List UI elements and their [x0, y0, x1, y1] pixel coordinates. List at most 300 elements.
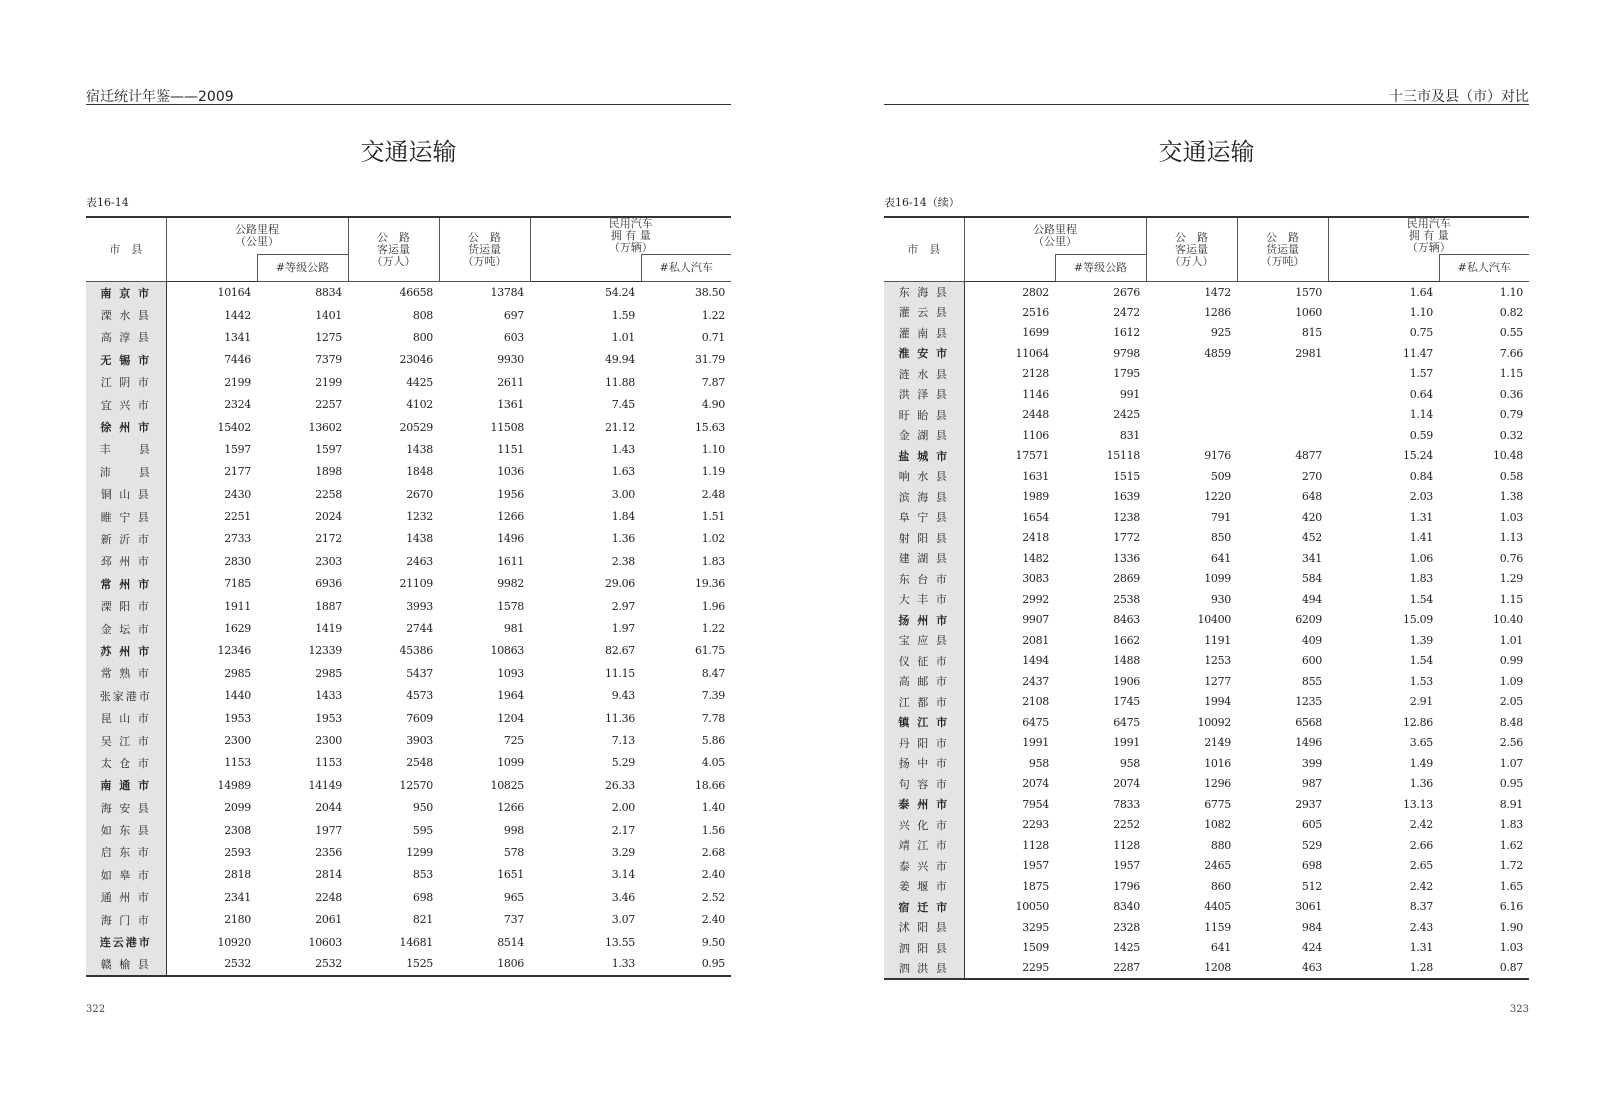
cell-graded-road: 6475: [1113, 715, 1140, 729]
cell-freight: 600: [1301, 654, 1322, 668]
transport-table-left: [86, 216, 731, 977]
col-header-vehicles: 民用汽车 拥 有 量 （万辆）: [1328, 217, 1529, 255]
cell-graded-road: 1419: [315, 622, 342, 636]
cell-region-name: 溧 阳 市: [86, 595, 166, 617]
cell-region-name: 宜 兴 市: [86, 393, 166, 415]
cell-road-mileage: 1482: [1022, 551, 1049, 565]
cell-passengers: 1253: [1204, 654, 1231, 668]
cell-freight: 1361: [497, 398, 524, 412]
cell-road-mileage: 14989: [217, 778, 251, 792]
cell-road-mileage: 2830: [224, 554, 251, 568]
cell-vehicles: 11.47: [1403, 346, 1433, 360]
cell-road-mileage: 11064: [1015, 346, 1049, 360]
cell-passengers: 1277: [1204, 674, 1231, 688]
cell-private-cars: 1.22: [701, 622, 725, 636]
cell-road-mileage: 1494: [1022, 654, 1049, 668]
cell-region-name: 如 东 县: [86, 819, 166, 841]
cell-graded-road: 2258: [315, 487, 342, 501]
cell-freight: 463: [1301, 961, 1322, 975]
header-rule: [884, 104, 1529, 105]
cell-vehicles: 2.00: [611, 801, 635, 815]
cell-region-name: 丹 阳 市: [884, 733, 964, 754]
table-row: [86, 326, 731, 348]
cell-road-mileage: 6475: [1022, 715, 1049, 729]
cell-private-cars: 1.22: [701, 308, 725, 322]
cell-region-name: 阜 宁 县: [884, 507, 964, 528]
cell-private-cars: 1.72: [1499, 859, 1523, 873]
table-row: [86, 349, 731, 371]
cell-private-cars: 1.40: [701, 801, 725, 815]
cell-region-name: 灌 南 县: [884, 323, 964, 344]
cell-passengers: 1525: [406, 957, 433, 971]
cell-road-mileage: 2251: [224, 510, 251, 524]
table-row: [884, 343, 1529, 364]
cell-freight: 984: [1301, 920, 1322, 934]
cell-vehicles: 1.39: [1409, 633, 1433, 647]
cell-region-name: 仪 征 市: [884, 651, 964, 672]
cell-private-cars: 1.10: [1499, 285, 1523, 299]
cell-freight: 578: [503, 845, 524, 859]
cell-graded-road: 1597: [315, 442, 342, 456]
col-header-graded: #等级公路: [1055, 255, 1146, 282]
cell-road-mileage: 2108: [1022, 695, 1049, 709]
cell-region-name: 镇 江 市: [884, 712, 964, 733]
cell-graded-road: 2328: [1113, 920, 1140, 934]
cell-region-name: 建 湖 县: [884, 548, 964, 569]
cell-vehicles: 1.84: [611, 510, 635, 524]
cell-passengers: 10092: [1197, 715, 1231, 729]
table-row: [884, 651, 1529, 672]
table-caption: 表16-14: [86, 196, 129, 209]
cell-private-cars: 8.48: [1499, 715, 1523, 729]
cell-private-cars: 0.71: [701, 330, 725, 344]
cell-graded-road: 1275: [315, 330, 342, 344]
cell-private-cars: 19.36: [695, 577, 725, 591]
cell-passengers: 2465: [1204, 859, 1231, 873]
table-row: [86, 685, 731, 707]
cell-freight: 697: [503, 308, 524, 322]
left-page: [86, 0, 731, 1099]
cell-private-cars: 1.03: [1499, 941, 1523, 955]
table-row: [86, 438, 731, 460]
table-row: [86, 483, 731, 505]
cell-graded-road: 1887: [315, 599, 342, 613]
cell-passengers: [1146, 405, 1237, 426]
cell-vehicles: 1.31: [1409, 941, 1433, 955]
cell-freight: 1151: [497, 442, 524, 456]
cell-road-mileage: 1629: [224, 622, 251, 636]
cell-region-name: 涟 水 县: [884, 364, 964, 385]
cell-region-name: 江 都 市: [884, 692, 964, 713]
cell-freight: 8514: [497, 935, 524, 949]
cell-vehicles: 1.36: [611, 532, 635, 546]
table-row: [86, 416, 731, 438]
cell-graded-road: 15118: [1106, 449, 1140, 463]
cell-passengers: 925: [1210, 326, 1231, 340]
cell-passengers: 1296: [1204, 777, 1231, 791]
cell-private-cars: 0.87: [1499, 961, 1523, 975]
table-row: [884, 446, 1529, 467]
cell-vehicles: 49.94: [605, 353, 635, 367]
cell-private-cars: 2.40: [701, 913, 725, 927]
cell-graded-road: 2287: [1113, 961, 1140, 975]
cell-passengers: 791: [1210, 510, 1231, 524]
cell-road-mileage: 1953: [224, 711, 251, 725]
cell-private-cars: 7.87: [701, 375, 725, 389]
cell-freight: 987: [1301, 777, 1322, 791]
cell-freight: 1036: [497, 465, 524, 479]
cell-private-cars: 31.79: [695, 353, 725, 367]
section-title: 交通运输: [360, 138, 457, 166]
cell-passengers: 2548: [406, 756, 433, 770]
cell-road-mileage: 7446: [224, 353, 251, 367]
cell-road-mileage: 9907: [1022, 613, 1049, 627]
cell-region-name: 如 皋 市: [86, 864, 166, 886]
col-header-vehicles: 民用汽车 拥 有 量 （万辆）: [530, 217, 731, 255]
cell-freight: 648: [1301, 490, 1322, 504]
cell-passengers: 20529: [399, 420, 433, 434]
cell-passengers: 9176: [1204, 449, 1231, 463]
cell-freight: 1204: [497, 711, 524, 725]
cell-freight: 1266: [497, 801, 524, 815]
cell-region-name: 江 阴 市: [86, 371, 166, 393]
cell-freight: 341: [1301, 551, 1322, 565]
cell-region-name: 金 湖 县: [884, 425, 964, 446]
table-caption: 表16-14（续）: [884, 196, 960, 209]
cell-private-cars: 1.13: [1499, 531, 1523, 545]
cell-freight: [1237, 405, 1328, 426]
cell-road-mileage: 958: [1028, 756, 1049, 770]
cell-graded-road: 2172: [315, 532, 342, 546]
cell-region-name: 泰 兴 市: [884, 856, 964, 877]
table-row: [86, 282, 731, 304]
cell-graded-road: 1639: [1113, 490, 1140, 504]
cell-private-cars: 18.66: [695, 778, 725, 792]
cell-freight: 409: [1301, 633, 1322, 647]
cell-private-cars: 7.39: [701, 689, 725, 703]
table-row: [86, 505, 731, 527]
table-row: [884, 794, 1529, 815]
cell-vehicles: 0.84: [1409, 469, 1433, 483]
cell-private-cars: 1.15: [1499, 592, 1523, 606]
cell-road-mileage: 2418: [1022, 531, 1049, 545]
cell-vehicles: 2.17: [611, 823, 635, 837]
table-row: [884, 548, 1529, 569]
table-row: [86, 729, 731, 751]
table-row: [86, 528, 731, 550]
cell-graded-road: 1991: [1113, 736, 1140, 750]
cell-private-cars: 4.05: [701, 756, 725, 770]
cell-freight: 1235: [1295, 695, 1322, 709]
cell-road-mileage: 1654: [1022, 510, 1049, 524]
col-header-mileage: 公路里程 （公里）: [166, 217, 348, 255]
table-row: [86, 931, 731, 953]
cell-freight: 1964: [497, 689, 524, 703]
cell-road-mileage: 15402: [217, 420, 251, 434]
cell-passengers: 7609: [406, 711, 433, 725]
cell-graded-road: 13602: [308, 420, 342, 434]
cell-private-cars: 1.01: [1499, 633, 1523, 647]
cell-freight: 452: [1301, 531, 1322, 545]
cell-region-name: 铜 山 县: [86, 483, 166, 505]
cell-private-cars: 15.63: [695, 420, 725, 434]
cell-vehicles: 13.55: [605, 935, 635, 949]
cell-region-name: 扬 州 市: [884, 610, 964, 631]
table-row: [884, 897, 1529, 918]
cell-vehicles: 26.33: [605, 778, 635, 792]
cell-passengers: 45386: [399, 644, 433, 658]
cell-vehicles: 3.29: [611, 845, 635, 859]
cell-private-cars: 7.66: [1499, 346, 1523, 360]
cell-freight: 1496: [497, 532, 524, 546]
cell-region-name: 灌 云 县: [884, 302, 964, 323]
cell-region-name: 南 京 市: [86, 282, 166, 304]
cell-vehicles: 2.97: [611, 599, 635, 613]
cell-freight: [1237, 384, 1328, 405]
cell-road-mileage: 2180: [224, 913, 251, 927]
cell-passengers: 853: [412, 868, 433, 882]
cell-graded-road: 6936: [315, 577, 342, 591]
cell-graded-road: 991: [1119, 387, 1140, 401]
cell-private-cars: 1.56: [701, 823, 725, 837]
cell-region-name: 苏 州 市: [86, 640, 166, 662]
cell-private-cars: 1.02: [701, 532, 725, 546]
cell-private-cars: 6.16: [1499, 900, 1523, 914]
cell-private-cars: 1.83: [1499, 818, 1523, 832]
cell-road-mileage: 17571: [1015, 449, 1049, 463]
cell-passengers: 698: [412, 890, 433, 904]
cell-freight: 2937: [1295, 797, 1322, 811]
cell-vehicles: 15.24: [1403, 449, 1433, 463]
table-row: [884, 282, 1529, 303]
cell-freight: 4877: [1295, 449, 1322, 463]
cell-vehicles: 1.57: [1409, 367, 1433, 381]
cell-graded-road: 958: [1119, 756, 1140, 770]
cell-road-mileage: 1341: [224, 330, 251, 344]
cell-private-cars: 1.03: [1499, 510, 1523, 524]
cell-private-cars: 0.36: [1499, 387, 1523, 401]
cell-region-name: 泗 洪 县: [884, 958, 964, 979]
cell-private-cars: 2.68: [701, 845, 725, 859]
cell-region-name: 淮 安 市: [884, 343, 964, 364]
cell-passengers: 4859: [1204, 346, 1231, 360]
cell-road-mileage: 1957: [1022, 859, 1049, 873]
cell-road-mileage: 2802: [1022, 285, 1049, 299]
col-header-passengers: 公 路 客运量 （万人）: [348, 217, 439, 282]
cell-private-cars: 2.40: [701, 868, 725, 882]
cell-graded-road: 1425: [1113, 941, 1140, 955]
cell-graded-road: 2061: [315, 913, 342, 927]
cell-freight: 270: [1301, 469, 1322, 483]
col-header-region: 市 县: [86, 217, 166, 282]
cell-private-cars: 0.95: [1499, 777, 1523, 791]
cell-region-name: 东 台 市: [884, 569, 964, 590]
cell-private-cars: 2.56: [1499, 736, 1523, 750]
cell-region-name: 靖 江 市: [884, 835, 964, 856]
col-header-private: #私人汽车: [641, 255, 731, 282]
cell-passengers: 1438: [406, 442, 433, 456]
table-row: [884, 323, 1529, 344]
cell-freight: 6209: [1295, 613, 1322, 627]
cell-vehicles: 3.14: [611, 868, 635, 882]
cell-graded-road: 2252: [1113, 818, 1140, 832]
cell-private-cars: 1.65: [1499, 879, 1523, 893]
table-row: [884, 876, 1529, 897]
cell-freight: 1806: [497, 957, 524, 971]
cell-freight: 13784: [490, 286, 524, 300]
cell-road-mileage: 2177: [224, 465, 251, 479]
cell-graded-road: 2425: [1113, 408, 1140, 422]
cell-road-mileage: 1153: [224, 756, 251, 770]
cell-passengers: 4573: [406, 689, 433, 703]
cell-vehicles: 2.42: [1409, 818, 1433, 832]
cell-private-cars: 9.50: [701, 935, 725, 949]
cell-private-cars: 0.79: [1499, 408, 1523, 422]
cell-graded-road: 1488: [1113, 654, 1140, 668]
cell-vehicles: 1.64: [1409, 285, 1433, 299]
cell-passengers: 14681: [399, 935, 433, 949]
cell-graded-road: 8340: [1113, 900, 1140, 914]
cell-freight: 855: [1301, 674, 1322, 688]
cell-passengers: 1099: [1204, 572, 1231, 586]
cell-road-mileage: 2341: [224, 890, 251, 904]
cell-region-name: 太 仓 市: [86, 752, 166, 774]
cell-vehicles: 1.54: [1409, 654, 1433, 668]
cell-vehicles: 2.43: [1409, 920, 1433, 934]
table-row: [86, 595, 731, 617]
cell-road-mileage: 1911: [224, 599, 251, 613]
cell-road-mileage: 2308: [224, 823, 251, 837]
cell-vehicles: 7.13: [611, 734, 635, 747]
cell-passengers: 1191: [1204, 633, 1231, 647]
table-row: [884, 610, 1529, 631]
cell-passengers: 4425: [406, 375, 433, 389]
cell-passengers: 12570: [399, 778, 433, 792]
table-row: [884, 507, 1529, 528]
cell-vehicles: 11.36: [605, 711, 635, 725]
cell-region-name: 东 海 县: [884, 282, 964, 303]
table-row: [86, 461, 731, 483]
cell-graded-road: 1957: [1113, 859, 1140, 873]
cell-road-mileage: 1631: [1022, 469, 1049, 483]
cell-freight: 1093: [497, 666, 524, 680]
cell-passengers: 821: [412, 913, 433, 927]
cell-vehicles: 0.64: [1409, 387, 1433, 401]
cell-freight: 420: [1301, 510, 1322, 524]
cell-private-cars: 1.10: [701, 442, 725, 456]
cell-vehicles: 1.53: [1409, 674, 1433, 688]
cell-graded-road: 2985: [315, 666, 342, 680]
cell-freight: 815: [1301, 326, 1322, 340]
cell-road-mileage: 12346: [217, 644, 251, 658]
cell-graded-road: 1898: [315, 465, 342, 479]
cell-road-mileage: 7954: [1022, 797, 1049, 811]
cell-graded-road: 2300: [315, 734, 342, 747]
cell-vehicles: 3.00: [611, 487, 635, 501]
cell-region-name: 吴 江 市: [86, 729, 166, 751]
cell-freight: [1237, 425, 1328, 446]
right-page: [884, 0, 1529, 1099]
cell-passengers: 3903: [406, 734, 433, 747]
cell-freight: 981: [503, 622, 524, 636]
cell-freight: 1060: [1295, 305, 1322, 319]
table-row: [884, 528, 1529, 549]
cell-region-name: 盐 城 市: [884, 446, 964, 467]
table-row: [884, 774, 1529, 795]
col-header-private: #私人汽车: [1439, 255, 1529, 282]
cell-region-name: 响 水 县: [884, 466, 964, 487]
cell-freight: 9982: [497, 577, 524, 591]
cell-freight: 603: [503, 330, 524, 344]
cell-graded-road: 9798: [1113, 346, 1140, 360]
cell-graded-road: 2199: [315, 375, 342, 389]
cell-freight: 1496: [1295, 736, 1322, 750]
table-row: [86, 617, 731, 639]
cell-passengers: 1472: [1204, 285, 1231, 299]
table-row: [884, 589, 1529, 610]
cell-road-mileage: 2516: [1022, 305, 1049, 319]
cell-freight: 424: [1301, 941, 1322, 955]
cell-passengers: 1299: [406, 845, 433, 859]
cell-private-cars: 1.90: [1499, 920, 1523, 934]
cell-private-cars: 5.86: [701, 734, 725, 747]
cell-passengers: [1146, 425, 1237, 446]
cell-freight: [1237, 364, 1328, 385]
cell-region-name: 张家港市: [86, 685, 166, 707]
cell-passengers: 1848: [406, 465, 433, 479]
table-row: [884, 466, 1529, 487]
cell-graded-road: 1153: [315, 756, 342, 770]
cell-private-cars: 2.52: [701, 890, 725, 904]
cell-private-cars: 1.51: [701, 510, 725, 524]
table-body-right: [884, 282, 1529, 979]
cell-private-cars: 61.75: [695, 644, 725, 658]
table-row: [884, 835, 1529, 856]
cell-graded-road: 2303: [315, 554, 342, 568]
cell-graded-road: 2538: [1113, 592, 1140, 606]
cell-vehicles: 2.42: [1409, 879, 1433, 893]
cell-graded-road: 1662: [1113, 633, 1140, 647]
cell-region-name: 盱 眙 县: [884, 405, 964, 426]
cell-freight: 512: [1301, 879, 1322, 893]
cell-region-name: 泗 阳 县: [884, 938, 964, 959]
header-rule: [86, 104, 731, 105]
cell-region-name: 丰 县: [86, 438, 166, 460]
cell-private-cars: 0.55: [1499, 326, 1523, 340]
cell-graded-road: 14149: [308, 778, 342, 792]
table-row: [884, 630, 1529, 651]
cell-passengers: 2670: [406, 487, 433, 501]
cell-vehicles: 15.09: [1403, 613, 1433, 627]
cell-region-name: 泰 州 市: [884, 794, 964, 815]
col-header-graded: #等级公路: [257, 255, 348, 282]
table-row: [86, 864, 731, 886]
cell-freight: 10863: [490, 644, 524, 658]
cell-vehicles: 11.88: [605, 375, 635, 389]
cell-road-mileage: 2295: [1022, 961, 1049, 975]
cell-vehicles: 2.91: [1409, 695, 1433, 709]
cell-vehicles: 0.59: [1409, 428, 1433, 442]
cell-road-mileage: 10050: [1015, 900, 1049, 914]
cell-vehicles: 1.49: [1409, 756, 1433, 770]
cell-private-cars: 0.82: [1499, 305, 1523, 319]
cell-road-mileage: 2430: [224, 487, 251, 501]
cell-private-cars: 10.48: [1493, 449, 1523, 463]
cell-region-name: 常 州 市: [86, 573, 166, 595]
cell-graded-road: 1336: [1113, 551, 1140, 565]
cell-graded-road: 2257: [315, 398, 342, 412]
cell-region-name: 连云港市: [86, 931, 166, 953]
